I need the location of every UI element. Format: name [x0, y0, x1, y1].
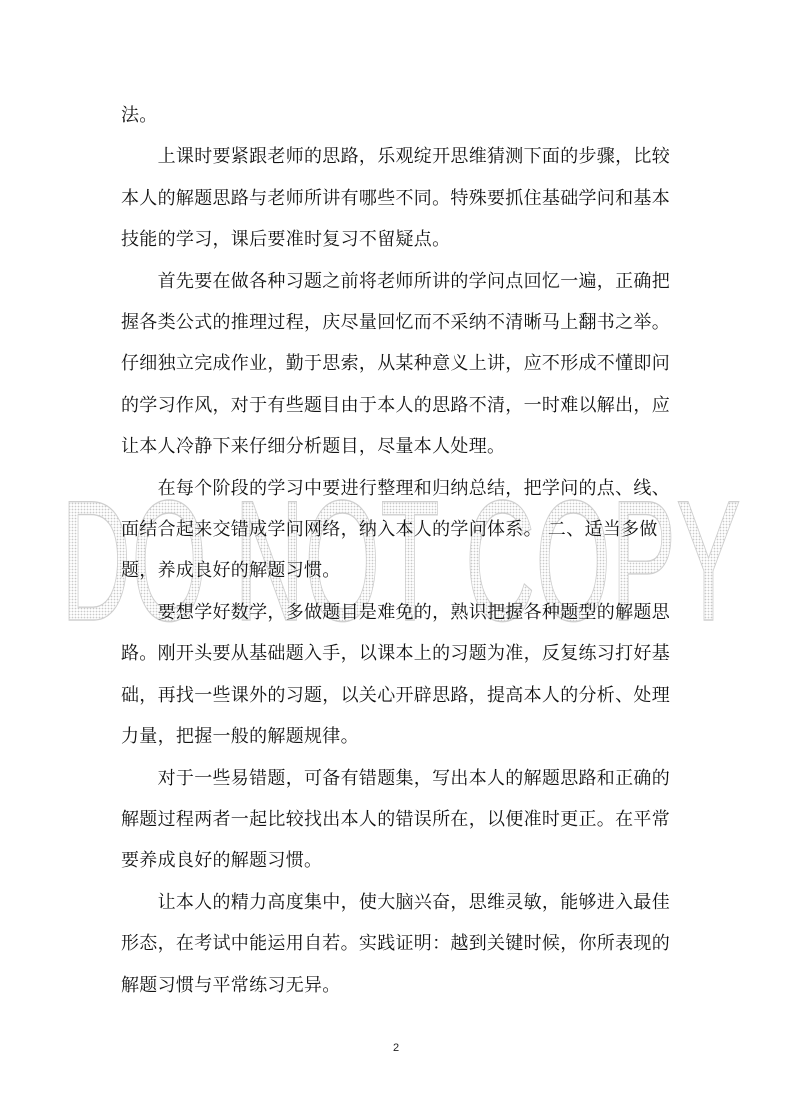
text-line: 让本人的精力高度集中，使大脑兴奋，思维灵敏，能够进入最佳: [121, 891, 670, 913]
text-line: 对于一些易错题，可备有错题集，写出本人的解题思路和正确的: [121, 767, 670, 789]
text-line: 的学习作风，对于有些题目由于本人的思路不清，一时难以解出，应: [121, 394, 670, 416]
text-line: 本人的解题思路与老师所讲有哪些不同。特殊要抓住基础学问和基本: [121, 187, 670, 209]
text-line: 形态，在考试中能运用自若。实践证明：越到关键时候，你所表现的: [121, 933, 670, 955]
text-line: 握各类公式的推理过程，庆尽量回忆而不采纳不清晰马上翻书之举。: [121, 312, 670, 334]
text-line: 要养成良好的解题习惯。: [121, 850, 323, 872]
text-line: 路。刚开头要从基础题入手，以课本上的习题为准，反复练习打好基: [121, 643, 670, 665]
page-number: 2: [392, 1042, 400, 1054]
text-line: 上课时要紧跟老师的思路，乐观绽开思维猜测下面的步骤，比较: [121, 146, 670, 168]
text-line: 让本人冷静下来仔细分析题目，尽量本人处理。: [121, 436, 506, 458]
paragraph: [121, 758, 673, 882]
text-line: 题，养成良好的解题习惯。: [121, 560, 341, 582]
text-line: 法。: [121, 105, 158, 126]
text-line: 解题过程两者一起比较找出本人的错误所在，以便准时更正。在平常: [121, 808, 670, 830]
document-body: [121, 95, 673, 1006]
text-line: 础，再找一些课外的习题，以关心开辟思路，提高本人的分析、处理: [121, 684, 670, 706]
watermark-text: DO NOT COPY: [61, 478, 741, 628]
text-line: 力量，把握一般的解题规律。: [121, 726, 359, 748]
paragraph: [121, 882, 673, 1006]
paragraph: [121, 592, 673, 758]
text-line: 首先要在做各种习题之前将老师所讲的学问点回忆一遍，正确把: [121, 270, 670, 292]
text-line: 要想学好数学，多做题目是难免的，熟识把握各种题型的解题思: [121, 601, 670, 623]
text-line: 在每个阶段的学习中要进行整理和归纳总结，把学问的点、线、: [121, 477, 670, 499]
paragraph: [121, 95, 673, 136]
paragraph: [121, 136, 673, 260]
text-line: 解题习惯与平常练习无异。: [121, 974, 341, 996]
paragraph: [121, 468, 673, 592]
text-line: 仔细独立完成作业，勤于思索，从某种意义上讲，应不形成不懂即问: [121, 353, 670, 375]
paragraph: [121, 261, 673, 468]
text-line: 技能的学习，课后要准时复习不留疑点。: [121, 229, 451, 251]
text-line: 面结合起来交错成学问网络，纳入本人的学问体系。 二、适当多做: [121, 519, 658, 541]
